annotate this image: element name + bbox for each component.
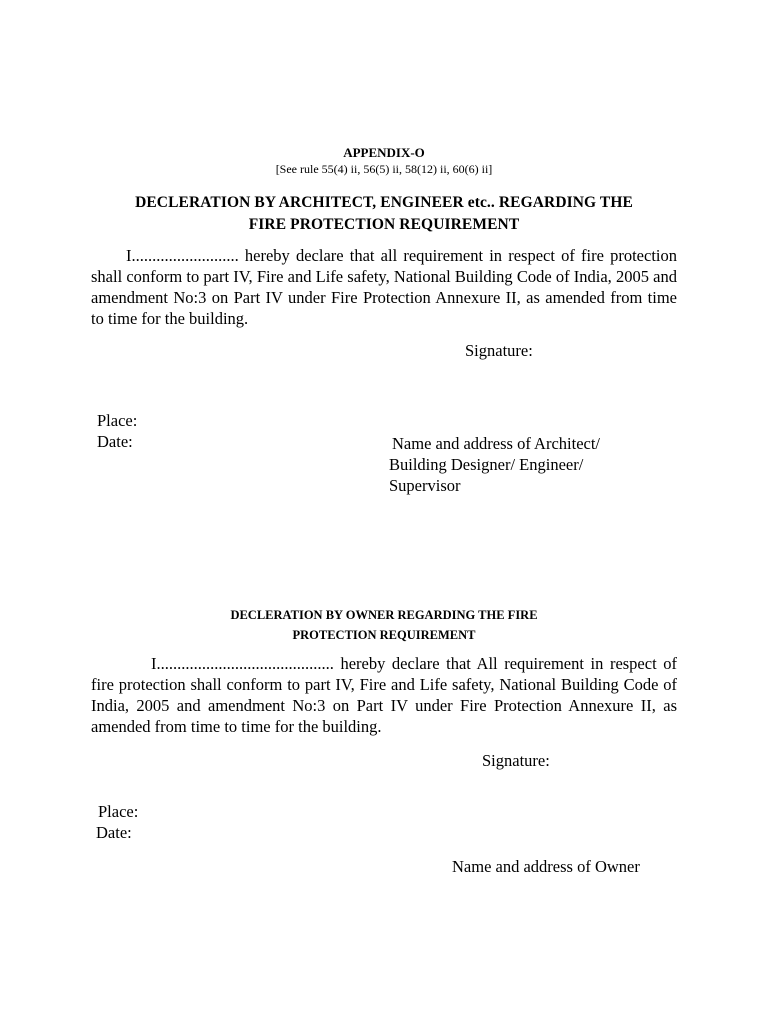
- architect-declaration-heading: [0, 192, 768, 236]
- owner-heading-line-2: PROTECTION REQUIREMENT: [292, 628, 476, 642]
- name-address-line: Building Designer/ Engineer/: [389, 455, 584, 474]
- owner-declaration-body: I........................................... hereby declare that All requirement in respect of fire protection shall conform to part IV, Fire and Life safety, National Building Code of India, 2005 and amendment No:3 on Part IV under Fire Protection Annexure II, as amended from time to time for the building.: [91, 654, 677, 736]
- owner-heading-line-1: DECLERATION BY OWNER REGARDING THE FIRE: [230, 608, 538, 622]
- architect-name-address-block: [389, 433, 600, 496]
- appendix-title: APPENDIX-O: [343, 145, 425, 160]
- owner-date-label: Date:: [96, 823, 132, 842]
- owner-signature-label: Signature:: [482, 751, 550, 770]
- architect-date-label: Date:: [97, 432, 133, 451]
- appendix-rule-reference: [See rule 55(4) ii, 56(5) ii, 58(12) ii, 60(6) ii]: [275, 162, 493, 176]
- name-address-line: Supervisor: [389, 476, 461, 495]
- owner-place-label: Place:: [98, 802, 139, 821]
- architect-heading-line-1: DECLERATION BY ARCHITECT, ENGINEER etc.. REGARDING THE: [135, 194, 633, 211]
- name-address-line: Name and address of Architect/: [392, 434, 601, 453]
- architect-signature-label: Signature:: [465, 341, 533, 360]
- architect-heading-line-2: FIRE PROTECTION REQUIREMENT: [248, 216, 520, 233]
- architect-place-label: Place:: [97, 411, 138, 430]
- architect-declaration-body: I.......................... hereby declare that all requirement in respect of fire protection shall conform to part IV, Fire and Life safety, National Building Code of India, 2005 and amendment No:3 on Part IV under Fire Protection Annexure II, as amended from time to time for the building.: [91, 246, 677, 328]
- owner-name-address-label: Name and address of Owner: [452, 857, 640, 876]
- owner-declaration-heading: [0, 605, 768, 645]
